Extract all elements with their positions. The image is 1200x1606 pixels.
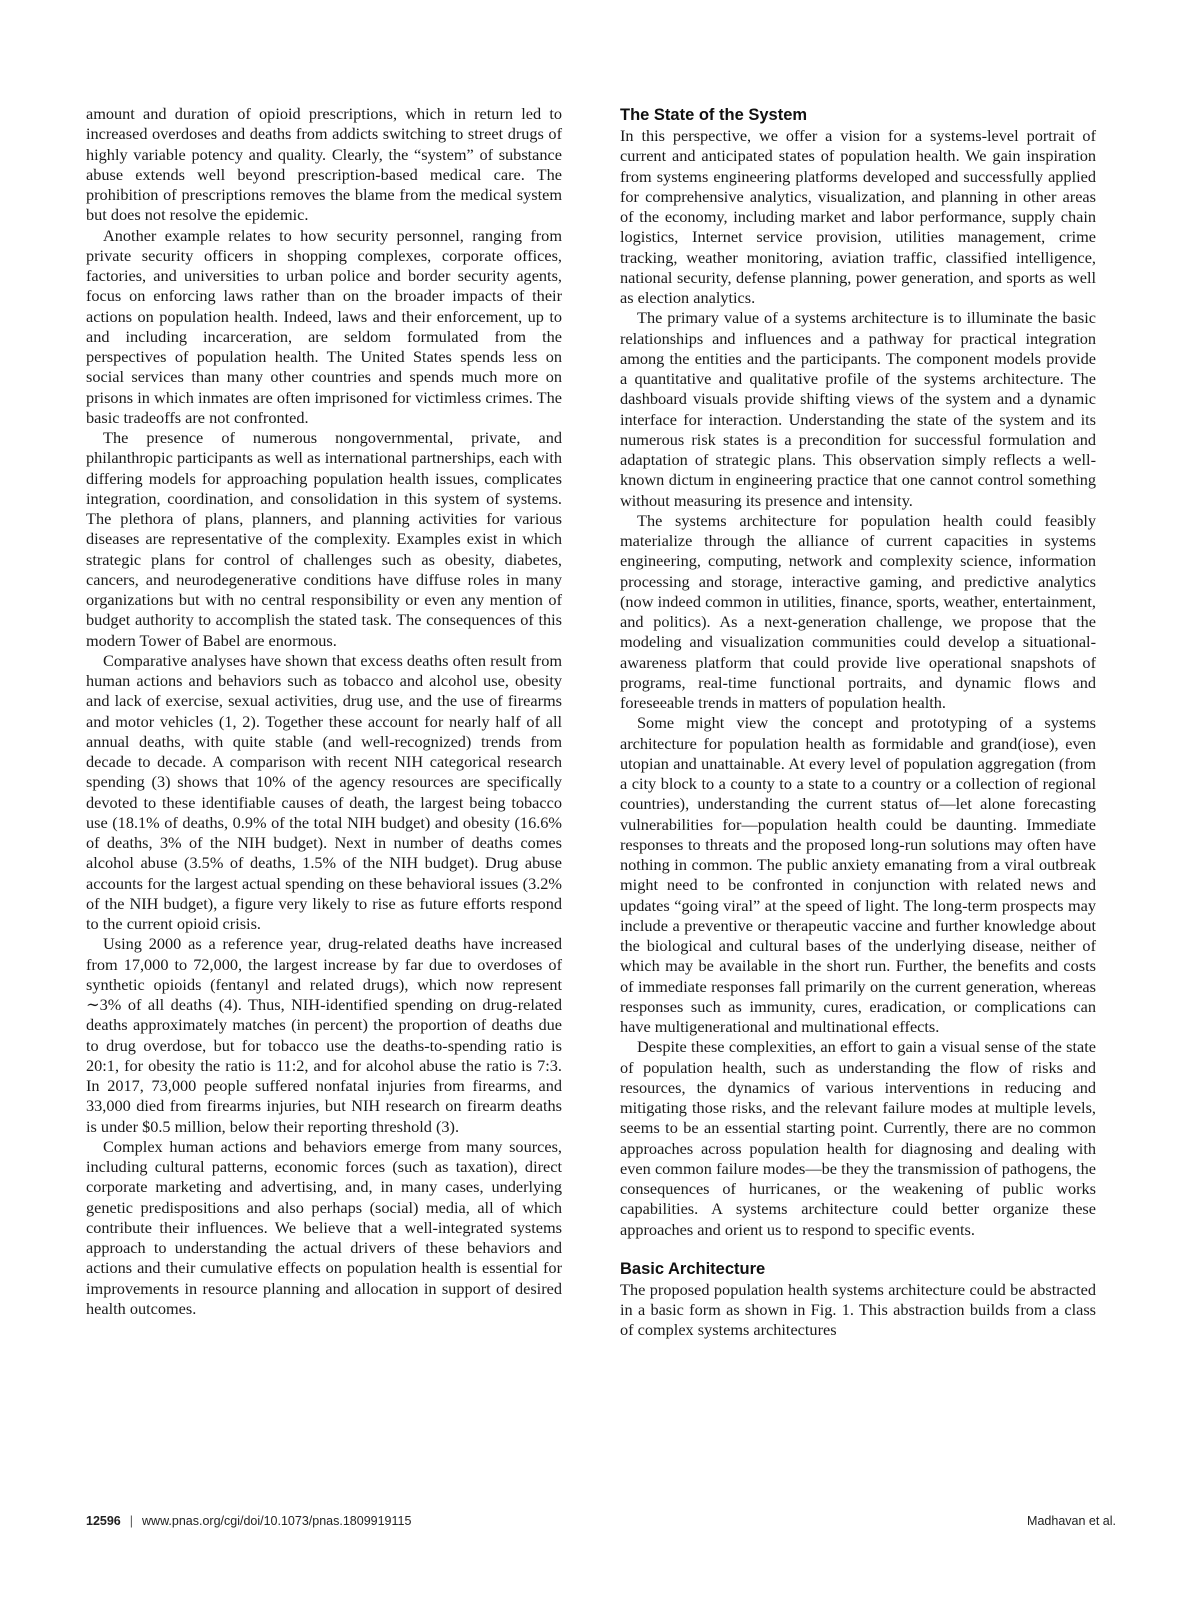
section-heading: Basic Architecture bbox=[620, 1259, 766, 1278]
paragraph: Another example relates to how security personnel, ranging from private security officers in shopping complexes, corporate offices, factories, and universities to urban police and border security agents, focus on enforcing laws rather than on the broader impacts of their actions on population health. Indeed, laws and their enforcement, up to and including incarceration, are seldom formulated from the perspectives of population health. The United States spends less on social services than many other countries and spends much more on prisons in which inmates are often imprisoned for victimless crimes. The basic tradeoffs are not confronted. bbox=[86, 225, 562, 427]
footer-authors: Madhavan et al. bbox=[1027, 1514, 1116, 1528]
paragraph: Using 2000 as a reference year, drug-related deaths have increased from 17,000 to 72,000, the largest increase by far due to overdoses of synthetic opioids (fentanyl and related drugs), which now represent ∼3% of all deaths (4). Thus, NIH-identified spending on drug-related deaths approximately matches (in percent) the proportion of deaths due to drug overdose, but for tobacco use the deaths-to-spending ratio is 20:1, for obesity the ratio is 11:2, and for alcohol abuse the ratio is 7:3. In 2017, 73,000 people suffered nonfatal injuries from firearms, and 33,000 died from firearms injuries, but NIH research on firearm deaths is under $0.5 million, below their reporting threshold (3). bbox=[86, 934, 562, 1136]
paragraph: amount and duration of opioid prescriptions, which in return led to increased overdoses and deaths from addicts switching to street drugs of highly variable potency and quality. Clearly, the “system” of substance abuse extends well beyond prescription-based medical care. The prohibition of prescriptions removes the blame from the medical system but does not resolve the epidemic. bbox=[86, 104, 562, 225]
page-number: 12596 bbox=[86, 1514, 121, 1528]
page-footer bbox=[86, 1514, 1116, 1534]
paragraph: The proposed population health systems architecture could be abstracted in a basic form as shown in Fig. 1. This abstraction builds from a class of complex systems architectures bbox=[620, 1279, 1096, 1340]
paragraph: Complex human actions and behaviors emerge from many sources, including cultural patterns, economic forces (such as taxation), direct corporate marketing and advertising, and, in many cases, underlying genetic predispositions and also perhaps (social) media, all of which contribute their influences. We believe that a well-integrated systems approach to understanding the actual drivers of these behaviors and actions and their cumulative effects on population health is essential for improvements in resource planning and allocation in support of desired health outcomes. bbox=[86, 1136, 562, 1318]
section-heading: The State of the System bbox=[620, 106, 808, 124]
paragraph: Despite these complexities, an effort to gain a visual sense of the state of population health, such as understanding the flow of risks and resources, the dynamics of various interventions in reducing and mitigating those risks, and the relevant failure modes at multiple levels, seems to be an essential starting point. Currently, there are no common approaches across population health for diagnosing and dealing with even common failure modes—be they the transmission of pathogens, the consequences of hurricanes, or the weakening of public works capabilities. A systems architecture could better organize these approaches and orient us to respond to specific events. bbox=[620, 1037, 1096, 1239]
paragraph: In this perspective, we offer a vision for a systems-level portrait of current and anticipated states of population health. We gain inspiration from systems engineering platforms developed and successfully applied for comprehensive analytics, visualization, and planning in other areas of the economy, including market and labor performance, supply chain logistics, Internet service provision, utilities management, crime tracking, weather monitoring, aviation traffic, classified intelligence, national security, defense planning, power generation, and sports as well as election analytics. bbox=[620, 126, 1096, 307]
right-column bbox=[620, 104, 1096, 1341]
paragraph: The presence of numerous nongovernmental, private, and philanthropic participants as well as international partnerships, each with differing models for approaching population health issues, complicates integration, coordination, and consolidation in this system of systems. The plethora of plans, planners, and planning activities for various diseases are representative of the complexity. Examples exist in which strategic plans for control of challenges such as obesity, diabetes, cancers, and neurodegenerative conditions have diffuse roles in many organizations but with no central responsibility or even any mention of budget authority to accomplish the stated task. The consequences of this modern Tower of Babel are enormous. bbox=[86, 428, 562, 650]
paragraph: Some might view the concept and prototyping of a systems architecture for population health as formidable and grand(iose), even utopian and unattainable. At every level of population aggregation (from a city block to a county to a state to a country or a collection of regional countries), understanding the current status of—let alone forecasting vulnerabilities for—population health could be daunting. Immediate responses to threats and the proposed long-run solutions may often have nothing in common. The public anxiety emanating from a viral outbreak might need to be confronted in conjunction with related news and updates “going viral” at the speed of light. The long-term prospects may include a preventive or therapeutic vaccine and further knowledge about the biological and cultural bases of the underlying disease, neither of which may be available in the short run. Further, the benefits and costs of immediate responses fall primarily on the current generation, whereas responses such as immunity, cures, eradication, or complications can have multigenerational and multinational effects. bbox=[620, 713, 1096, 1036]
paragraph: The systems architecture for population health could feasibly materialize through the alliance of current capacities in systems engineering, computing, network and complexity science, information processing and storage, interactive gaming, and predictive analytics (now indeed common in utilities, finance, sports, weather, entertainment, and politics). As a next-generation challenge, we propose that the modeling and visualization communities could develop a situational-awareness platform that could provide live operational snapshots of programs, real-time functional portraits, and dynamic flows and foreseeable trends in matters of population health. bbox=[620, 510, 1096, 712]
left-column bbox=[86, 104, 562, 1319]
paragraph: The primary value of a systems architecture is to illuminate the basic relationships and influences and a pathway for practical integration among the entities and the participants. The component models provide a quantitative and qualitative profile of the systems architecture. The dashboard visuals provide shifting views of the system and a dynamic interface for interaction. Understanding the state of the system and its numerous risk states is a precondition for successful formulation and adaptation of strategic plans. This observation simply reflects a well-known dictum in engineering practice that one cannot control something without measuring its presence and intensity. bbox=[620, 308, 1096, 510]
doi-link[interactable]: www.pnas.org/cgi/doi/10.1073/pnas.1809919115 bbox=[142, 1514, 412, 1528]
footer-separator: | bbox=[129, 1514, 134, 1528]
paragraph: Comparative analyses have shown that excess deaths often result from human actions and behaviors such as tobacco and alcohol use, obesity and lack of exercise, sexual activities, drug use, and the use of firearms and motor vehicles (1, 2). Together these account for nearly half of all annual deaths, with quite stable (and well-recognized) trends from decade to decade. A comparison with recent NIH categorical research spending (3) shows that 10% of the agency resources are specifically devoted to these identifiable causes of death, the largest being tobacco use (18.1% of deaths, 0.9% of the total NIH budget) and obesity (16.6% of deaths, 3% of the NIH budget). Next in number of deaths comes alcohol abuse (3.5% of deaths, 1.5% of the NIH budget). Drug abuse accounts for the largest actual spending on these behavioral issues (3.2% of the NIH budget), a figure very likely to rise as future efforts respond to the current opioid crisis. bbox=[86, 650, 562, 933]
